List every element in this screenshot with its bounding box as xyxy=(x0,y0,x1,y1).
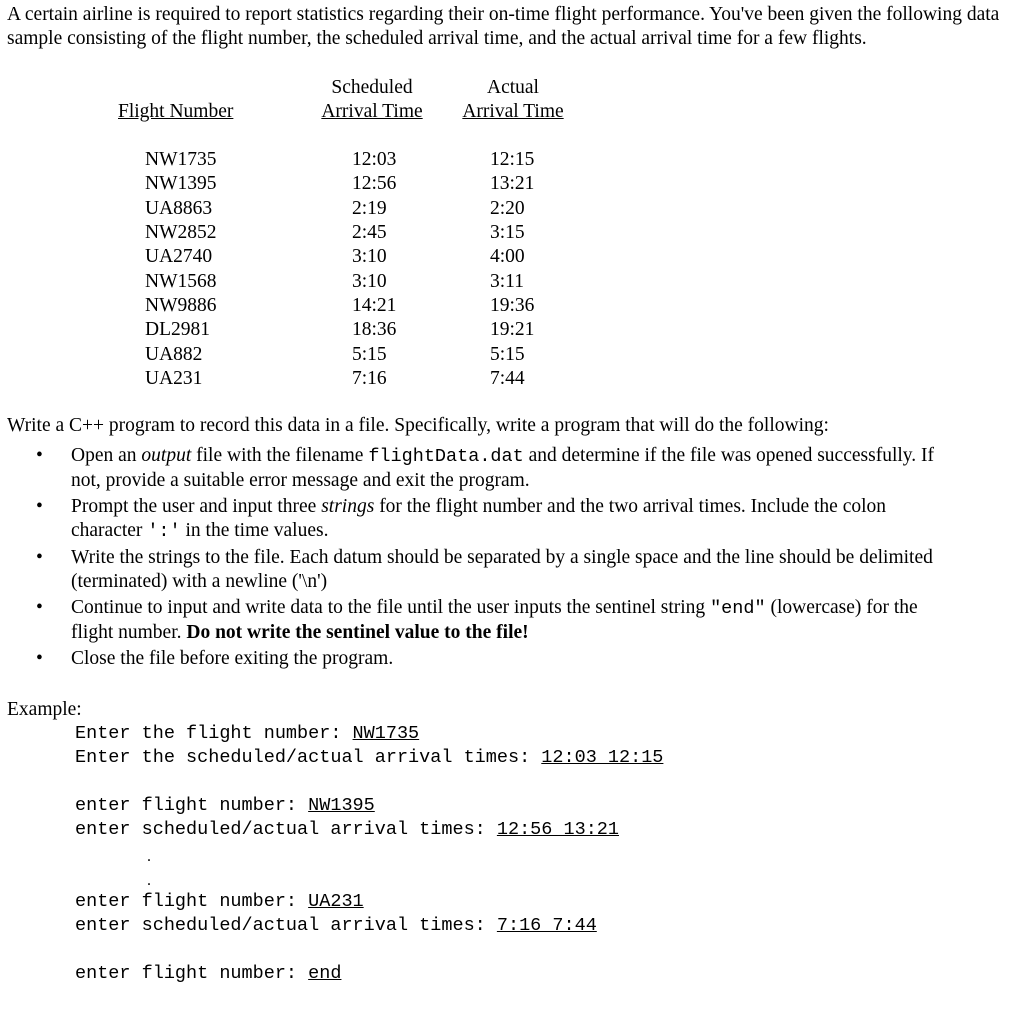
actual-time: 5:15 xyxy=(490,344,525,365)
actual-time: 3:15 xyxy=(490,222,525,243)
continuation-dot: . xyxy=(147,848,151,865)
bullet-icon: • xyxy=(36,648,43,669)
header-actual-bottom: Arrival Time xyxy=(462,101,564,122)
bullet-icon: • xyxy=(36,445,43,466)
actual-time: 4:00 xyxy=(490,246,525,267)
example-answer: 12:03 12:15 xyxy=(541,747,664,768)
actual-time: 19:21 xyxy=(490,319,535,340)
list-item: • Prompt the user and input three strings for the flight number and the two arrival times. Include the colon character ':' in the time values. xyxy=(36,496,887,542)
flight-number: NW1568 xyxy=(145,271,217,292)
flight-number: UA8863 xyxy=(145,198,213,219)
example-line: enter scheduled/actual arrival times: 12:56 13:21 xyxy=(75,819,619,840)
list-item: • Open an output file with the filename flightData.dat and determine if the file was opened successfully. If not, provide a suitable error message and exit the program. xyxy=(36,445,935,491)
scheduled-time: 14:21 xyxy=(352,295,397,316)
sentinel-code: "end" xyxy=(710,598,766,619)
list-item: • Close the file before exiting the program. xyxy=(36,648,394,669)
scheduled-time: 12:03 xyxy=(352,149,397,170)
example-line: enter flight number: NW1395 xyxy=(75,795,375,816)
flight-number: UA231 xyxy=(145,368,203,389)
requirements-list xyxy=(0,444,1024,671)
flight-number: NW9886 xyxy=(145,295,217,316)
header-flight-number: Flight Number xyxy=(118,101,234,122)
bullet-icon: • xyxy=(36,496,43,517)
scheduled-time: 2:19 xyxy=(352,198,387,219)
task-paragraph: Write a C++ program to record this data in a file. Specifically, write a program that will do the following: xyxy=(7,415,829,436)
bullet-icon: • xyxy=(36,547,43,568)
list-item: • Continue to input and write data to the file until the user inputs the sentinel string "end" (lowercase) for the flight number. Do not write the sentinel value to the file! xyxy=(36,597,918,643)
list-item: • Write the strings to the file. Each datum should be separated by a single space and the line should be delimited (terminated) with a newline ('\n') xyxy=(36,547,933,592)
example-label: Example: xyxy=(7,699,82,720)
example-answer: end xyxy=(308,963,342,984)
actual-time: 12:15 xyxy=(490,149,535,170)
flight-number: UA882 xyxy=(145,344,203,365)
scheduled-time: 5:15 xyxy=(352,344,387,365)
header-actual xyxy=(458,76,568,124)
example-answer: UA231 xyxy=(308,891,364,912)
scheduled-time: 7:16 xyxy=(352,368,387,389)
example-answer: 7:16 7:44 xyxy=(496,915,597,936)
example-line: enter scheduled/actual arrival times: 7:16 7:44 xyxy=(75,915,597,936)
scheduled-time: 2:45 xyxy=(352,222,387,243)
colon-code: ':' xyxy=(147,521,181,542)
flight-number: NW1395 xyxy=(145,173,217,194)
scheduled-time: 18:36 xyxy=(352,319,397,340)
flight-number: NW2852 xyxy=(145,222,217,243)
flight-number: DL2981 xyxy=(145,319,210,340)
header-scheduled-bottom: Arrival Time xyxy=(321,101,423,122)
scheduled-time: 3:10 xyxy=(352,246,387,267)
header-scheduled-top: Scheduled xyxy=(331,77,413,98)
scheduled-time: 3:10 xyxy=(352,271,387,292)
header-scheduled xyxy=(316,76,428,124)
example-line: enter flight number: UA231 xyxy=(75,891,364,912)
actual-time: 2:20 xyxy=(490,198,525,219)
bullet-icon: • xyxy=(36,597,43,618)
actual-time: 3:11 xyxy=(490,271,524,292)
example-answer: NW1395 xyxy=(308,795,375,816)
example-answer: NW1735 xyxy=(352,723,420,744)
scheduled-time: 12:56 xyxy=(352,173,397,194)
actual-time: 13:21 xyxy=(490,173,535,194)
intro-paragraph: A certain airline is required to report statistics regarding their on-time flight performance. You've been given the following data sample consisting of the flight number, the scheduled arrival time, and the actual arrival time for a few flights. xyxy=(7,4,1000,49)
continuation-dot: . xyxy=(147,872,151,889)
example-answer: 12:56 13:21 xyxy=(496,819,619,840)
example-line: Enter the flight number: NW1735 xyxy=(75,723,420,744)
header-actual-top: Actual xyxy=(487,77,539,98)
filename-code: flightData.dat xyxy=(368,446,524,467)
example-line: enter flight number: end xyxy=(75,963,342,984)
actual-time: 7:44 xyxy=(490,368,525,389)
flight-number: UA2740 xyxy=(145,246,213,267)
actual-time: 19:36 xyxy=(490,295,535,316)
flight-number: NW1735 xyxy=(145,149,217,170)
example-line: Enter the scheduled/actual arrival times: 12:03 12:15 xyxy=(75,747,664,768)
